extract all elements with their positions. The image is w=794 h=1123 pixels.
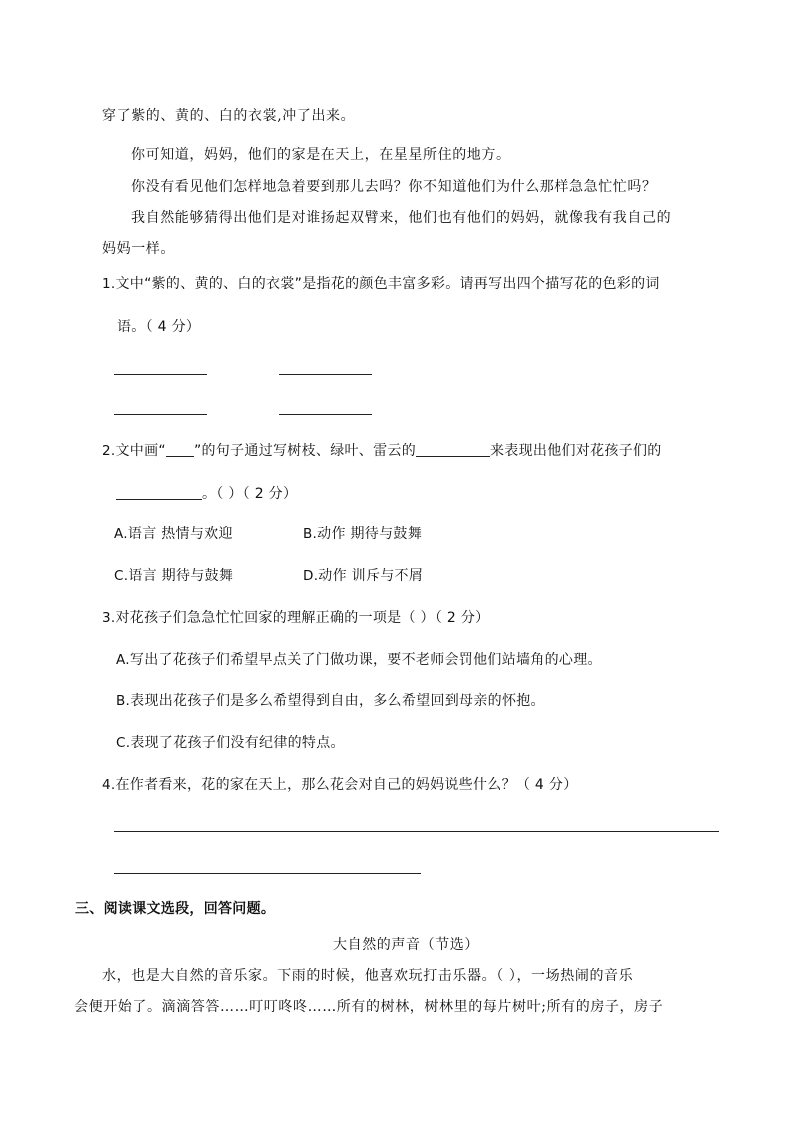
option-text: 动作 期待与鼓舞 [317, 526, 423, 542]
answer-blank-4[interactable] [279, 414, 372, 415]
question-number: 2. [102, 443, 116, 459]
option-c[interactable] [114, 565, 233, 585]
option-letter: C. [114, 568, 129, 584]
option-letter: C. [116, 735, 131, 751]
answer-blank-feeling[interactable] [116, 485, 202, 500]
question-4 [102, 774, 578, 794]
option-c[interactable] [116, 732, 345, 752]
passage-line: 会便开始了。滴滴答答……叮叮咚咚……所有的树林，树林里的每片树叶;所有的房子，房子 [74, 999, 664, 1015]
answer-blank-2[interactable] [279, 374, 372, 375]
option-letter: A. [116, 652, 130, 668]
passage-line-3: 你没有看见他们怎样地急着要到那儿去吗？你不知道他们为什么那样急急忙忙吗？ [131, 179, 657, 195]
option-letter: A. [114, 526, 128, 542]
answer-blank-3[interactable] [114, 414, 207, 415]
option-a[interactable] [114, 523, 233, 543]
passage-line-1: 穿了紫的、黄的、白的衣裳,冲了出来。 [102, 108, 356, 124]
option-letter: D. [303, 568, 319, 584]
option-text: 表现了花孩子们没有纪律的特点。 [130, 735, 345, 751]
option-letter: B. [116, 693, 131, 709]
question-text: 在作者看来，花的家在天上，那么花会对自己的妈妈说些什么？（ 4 分） [115, 777, 578, 793]
passage-line-5: 妈妈一样。 [102, 241, 175, 257]
answer-blank-1[interactable] [114, 374, 207, 375]
passage-line-2: 你可知道，妈妈，他们的家是在天上，在星星所住的地方。 [131, 147, 511, 163]
question-text: 文中“紫的、黄的、白的衣裳”是指花的颜色丰富多彩。请再写出四个描写花的色彩的词 [115, 276, 660, 292]
option-d[interactable] [303, 565, 423, 585]
question-2-cont [116, 483, 297, 503]
passage-line-4: 我自然能够猜得出他们是对谁扬起双臂来，他们也有他们的妈妈，就像我有我自己的 [131, 210, 672, 226]
question-text-c: 来表现出他们对花孩子们的 [490, 443, 662, 459]
option-letter: B. [303, 526, 318, 542]
option-text: 表现出花孩子们是多么希望得到自由，多么希望回到母亲的怀抱。 [130, 693, 545, 709]
option-a[interactable] [116, 649, 602, 669]
question-3 [102, 607, 489, 627]
question-number: 3. [102, 610, 116, 626]
section-heading: 三、阅读课文选段，回答问题。 [75, 901, 276, 917]
option-b[interactable] [303, 523, 422, 543]
question-number: 4. [102, 777, 116, 793]
question-2 [102, 440, 662, 460]
question-1-cont: 语。（ 4 分） [117, 319, 201, 335]
answer-blank-method[interactable] [416, 442, 490, 457]
passage-line: 水，也是大自然的音乐家。下雨的时候，他喜欢玩打击乐器。（ ），一场热闹的音乐 [102, 968, 634, 984]
question-text: 对花孩子们急急忙忙回家的理解正确的一项是（ ）（ 2 分） [115, 610, 490, 626]
answer-line-2[interactable] [114, 873, 421, 874]
option-text: 写出了花孩子们希望早点关了门做功课，要不老师会罚他们站墙角的心理。 [129, 652, 602, 668]
question-text-a: 文中画“ [115, 443, 166, 459]
underline-marker [166, 442, 194, 457]
question-text-b: ”的句子通过写树枝、绿叶、雷云的 [193, 443, 416, 459]
question-1 [102, 273, 660, 293]
option-text: 语言 期待与鼓舞 [128, 568, 234, 584]
passage-title: 大自然的声音（节选） [333, 937, 479, 953]
option-b[interactable] [116, 690, 545, 710]
question-text-d: 。（ ）（ 2 分） [202, 486, 298, 502]
option-text: 动作 训斥与不屑 [318, 568, 424, 584]
question-number: 1. [102, 276, 116, 292]
option-text: 语言 热情与欢迎 [127, 526, 233, 542]
answer-line-1[interactable] [114, 831, 719, 832]
